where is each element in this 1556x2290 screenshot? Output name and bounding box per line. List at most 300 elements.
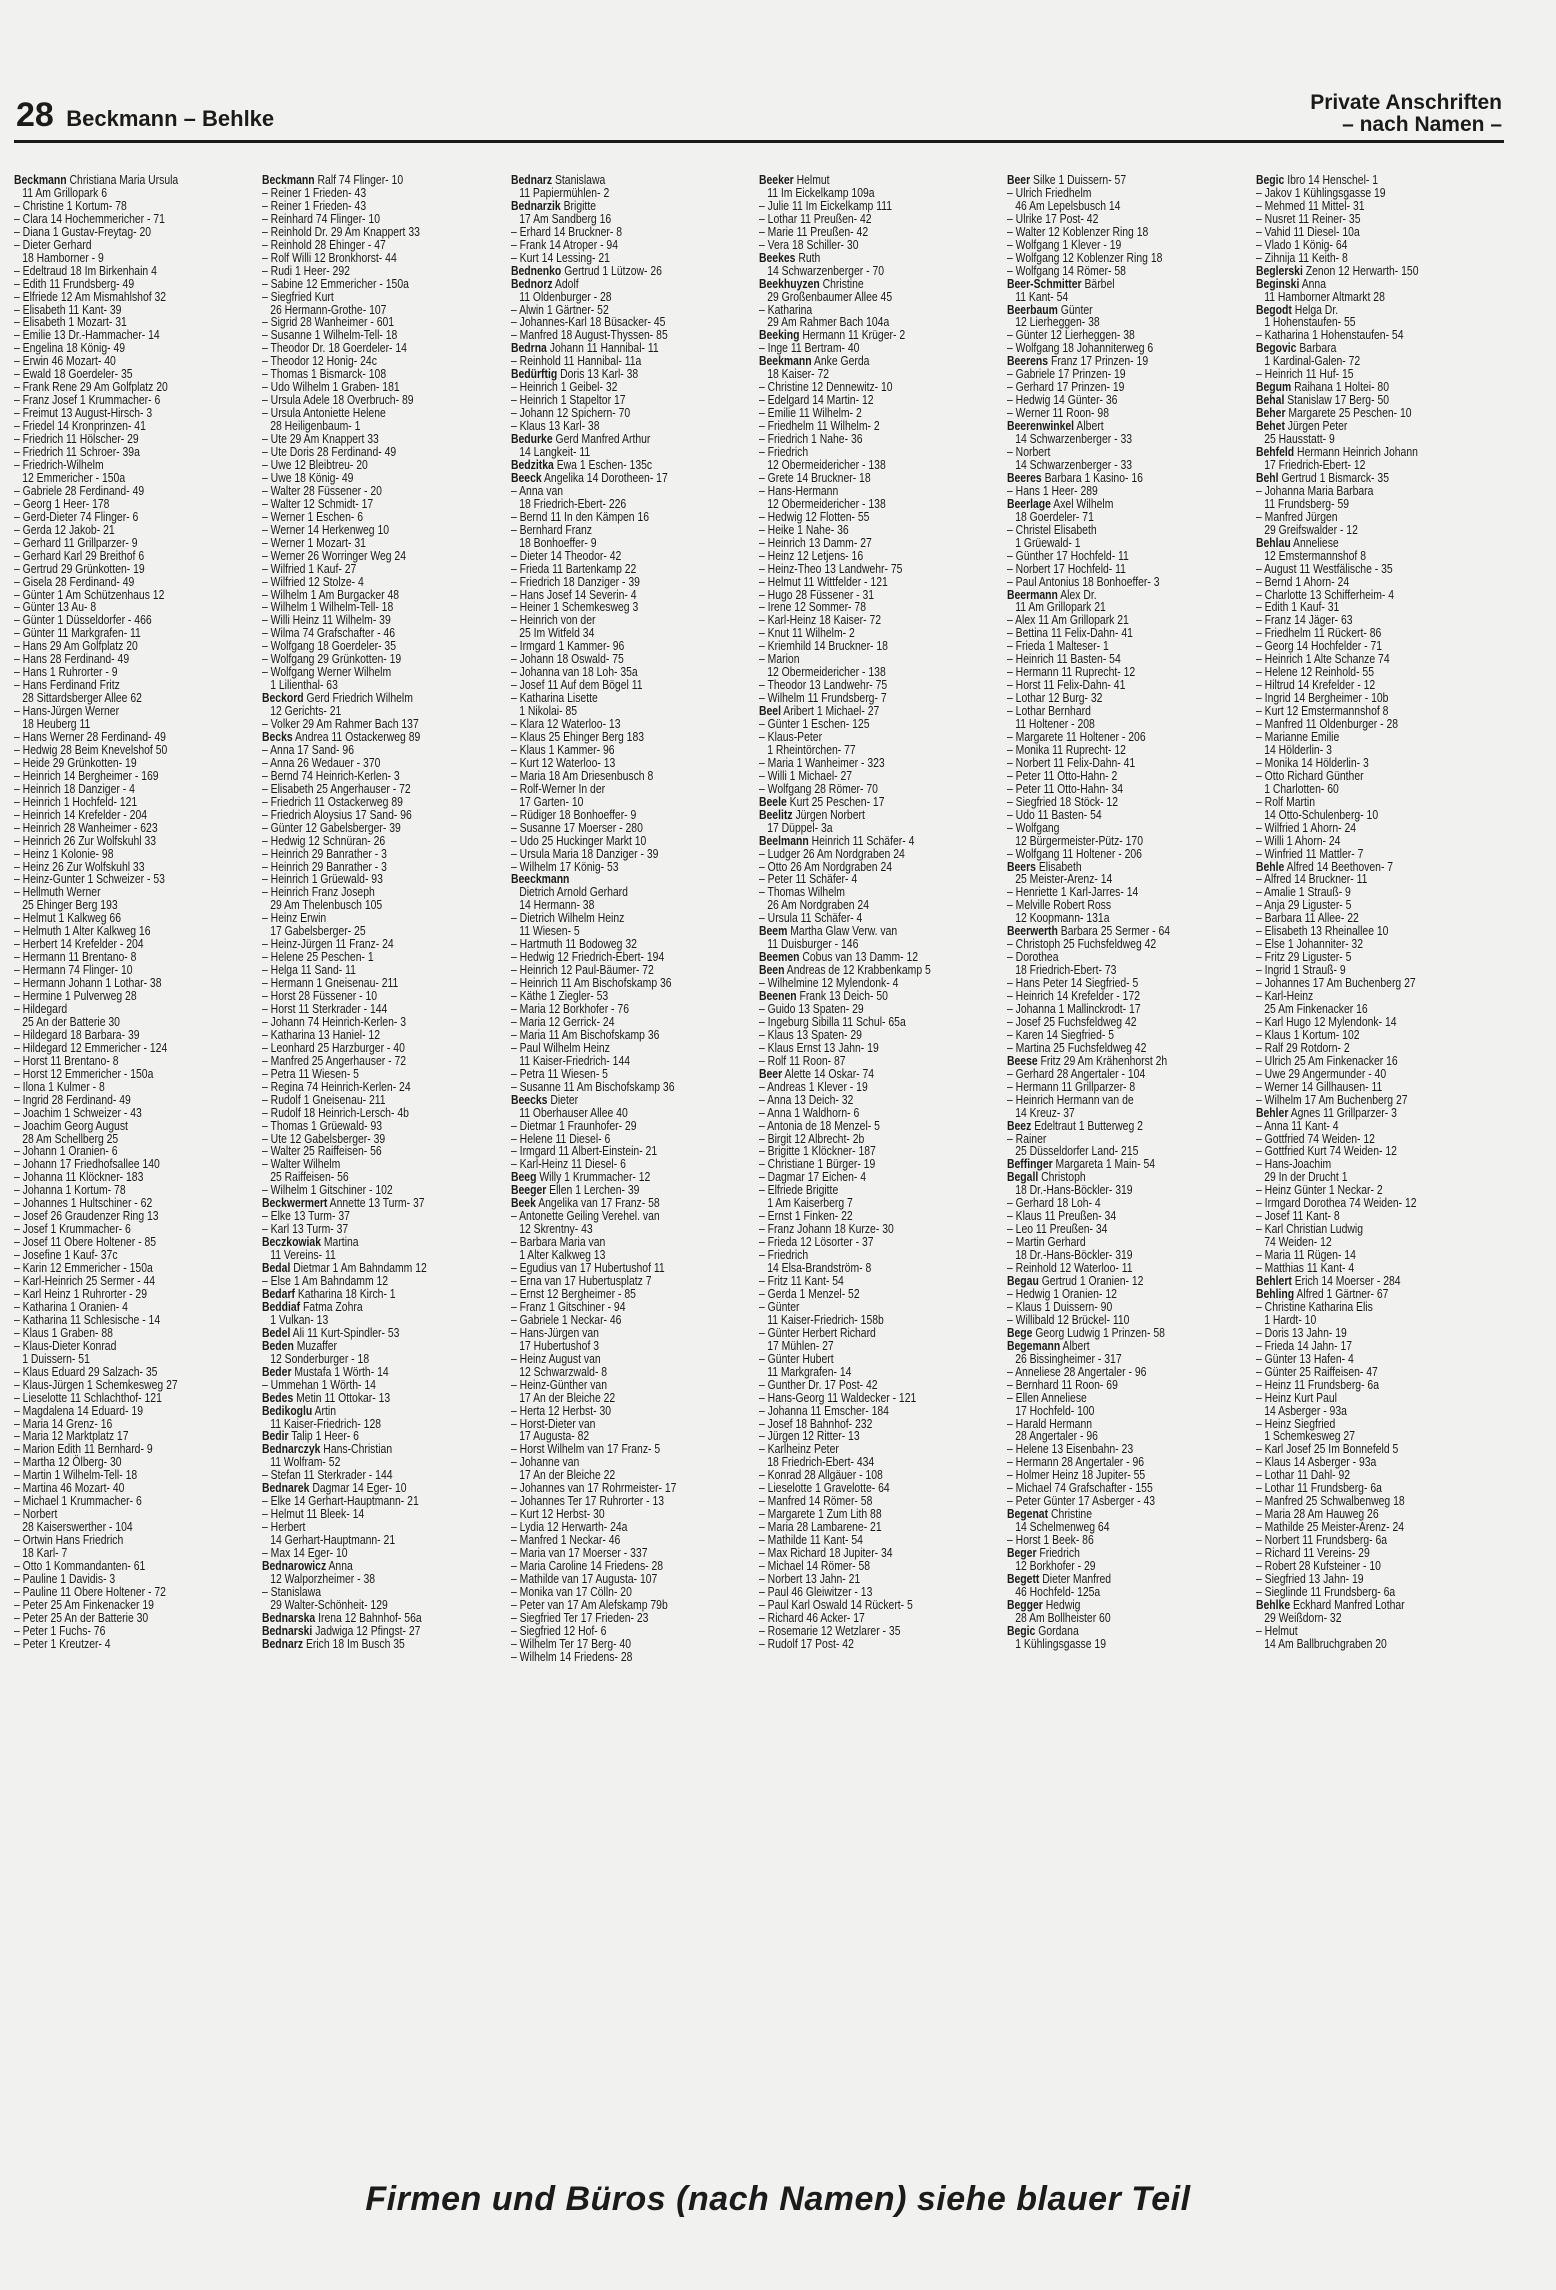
entry-text: Hellmuth Werner bbox=[22, 885, 101, 900]
entry-text: Udo 25 Huckinger Markt 10 bbox=[519, 833, 646, 848]
surname: Begenat bbox=[1007, 1507, 1049, 1522]
entry-text: Sieglinde 11 Frundsberg- 6a bbox=[1264, 1584, 1395, 1599]
entry-text: Christine 12 Dennewitz- 10 bbox=[767, 380, 893, 395]
entry-text: Wilhelm 11 Frundsberg- 7 bbox=[767, 691, 887, 706]
entry-text: 1 Alter Kalkweg 13 bbox=[518, 1248, 606, 1263]
surname: Begic bbox=[1255, 174, 1284, 187]
surname: Beeking bbox=[758, 328, 800, 343]
entry-text: Karl-Heinz 18 Kaiser- 72 bbox=[767, 613, 882, 628]
surname: Beden bbox=[262, 1338, 295, 1353]
entry-text: Peter 11 Otto-Hahn- 2 bbox=[1015, 768, 1118, 783]
entry-text: Hermann Heinrich Johann bbox=[1296, 445, 1418, 460]
surname: Behet bbox=[1255, 419, 1285, 434]
entry-text: Wilhelm 1 Gitschiner - 102 bbox=[271, 1183, 394, 1198]
entry-text: 18 Hamborner - 9 bbox=[22, 250, 104, 265]
entry-text: Ellen 1 Lerchen- 39 bbox=[548, 1183, 640, 1198]
entry-text: Alex Dr. bbox=[1060, 587, 1097, 602]
surname: Beele bbox=[758, 794, 787, 809]
entry-text: Klara 12 Waterloo- 13 bbox=[519, 717, 621, 732]
entry-text: 26 Hermann-Grothe- 107 bbox=[270, 302, 387, 317]
entry-text: Dagmar 17 Eichen- 4 bbox=[767, 1170, 866, 1185]
entry-text: Bettina 11 Felix-Dahn- 41 bbox=[1015, 626, 1134, 641]
entry-text: Wolfgang 18 Goerdeler- 35 bbox=[271, 639, 397, 654]
entry-text: Otto 26 Am Nordgraben 24 bbox=[767, 859, 893, 874]
entry-text: Thomas 1 Grüewald- 93 bbox=[270, 1118, 383, 1133]
entry-text: Mathilde 11 Kant- 54 bbox=[767, 1533, 863, 1548]
entry-text: 17 Gabelsberger- 25 bbox=[270, 924, 366, 939]
entry-text: Martin Gerhard bbox=[1015, 1235, 1086, 1250]
entry-text: Mathilde van 17 Augusta- 107 bbox=[519, 1571, 658, 1586]
entry-text: Uwe 29 Angermunder - 40 bbox=[1264, 1066, 1386, 1081]
entry-text: Klaus 11 Preußen- 34 bbox=[1015, 1209, 1117, 1224]
surname: Behle bbox=[1255, 859, 1284, 874]
entry-text: Susanne 17 Moerser - 280 bbox=[519, 820, 643, 835]
entry-text: Günther 17 Hochfeld- 11 bbox=[1015, 548, 1130, 563]
entry-text: Rolf-Werner In der bbox=[519, 781, 605, 796]
surname: Behfeld bbox=[1255, 445, 1294, 460]
entry-text: 12 Bürgermeister-Pütz- 170 bbox=[1015, 833, 1144, 848]
entry-text: Richard 11 Vereins- 29 bbox=[1264, 1546, 1370, 1561]
entry-text: Helene 25 Peschen- 1 bbox=[271, 950, 374, 965]
entry-text: Nusret 11 Reiner- 35 bbox=[1264, 211, 1361, 226]
entry-text: Günter bbox=[767, 1299, 800, 1314]
entry-text: Anna bbox=[328, 1558, 354, 1573]
surname: Begger bbox=[1007, 1597, 1044, 1612]
entry-text: Erwin 46 Mozart- 40 bbox=[22, 354, 116, 369]
entry-text: 14 Asberger - 93a bbox=[1263, 1403, 1347, 1418]
entry-text: Hermann 11 Ruprecht- 12 bbox=[1015, 665, 1136, 680]
entry-text: Klaus Ernst 13 Jahn- 19 bbox=[767, 1040, 879, 1055]
entry-text: Werner 1 Eschen- 6 bbox=[271, 509, 364, 524]
entry-text: Maria 28 Am Hauweg 26 bbox=[1264, 1507, 1379, 1522]
entry-text: Wolfgang 12 Koblenzer Ring 18 bbox=[1015, 250, 1163, 265]
surname: Begodt bbox=[1255, 302, 1292, 317]
surname: Beecks bbox=[510, 1092, 548, 1107]
entry-text: Franz 14 Jäger- 63 bbox=[1264, 613, 1353, 628]
entry-text: Johanna Maria Barbara bbox=[1264, 483, 1374, 498]
footer-note: Firmen und Büros (nach Namen) siehe blauer Teil bbox=[365, 2180, 1191, 2218]
surname: Bedurke bbox=[510, 432, 553, 447]
entry-text: 11 Papiermühlen- 2 bbox=[518, 185, 609, 200]
entry-text: Wilhelm 17 König- 53 bbox=[519, 859, 619, 874]
entry-text: Friedhelm 11 Rückert- 86 bbox=[1264, 626, 1381, 641]
entry-text: Franz 1 Gitschiner - 94 bbox=[519, 1299, 626, 1314]
entry-text: Jürgen Norbert bbox=[795, 807, 865, 822]
entry-text: Ursula Antoniette Helene bbox=[271, 406, 387, 421]
entry-text: Stanislawa bbox=[271, 1584, 322, 1599]
entry-text: 11 Wiesen- 5 bbox=[518, 924, 580, 939]
entry-text: Günter 13 Hafen- 4 bbox=[1264, 1351, 1354, 1366]
entry-text: Hans Josef 14 Severin- 4 bbox=[519, 587, 637, 602]
entry-text: 25 Hausstatt- 9 bbox=[1263, 432, 1335, 447]
entry-text: Mathilde 25 Meister-Arenz- 24 bbox=[1264, 1520, 1404, 1535]
entry-text: 11 Duisburger - 146 bbox=[767, 937, 859, 952]
entry-text: 14 Kreuz- 37 bbox=[1015, 1105, 1076, 1120]
entry-text: 11 Vereins- 11 bbox=[270, 1248, 337, 1263]
entry-text: Birgit 12 Albrecht- 2b bbox=[767, 1131, 865, 1146]
entry-text: Hans-Jürgen Werner bbox=[22, 704, 120, 719]
entry-text: Hans 1 Ruhrorter - 9 bbox=[22, 665, 118, 680]
entry-text: Gerhard 28 Angertaler - 104 bbox=[1015, 1066, 1146, 1081]
entry-text: Wilfried 12 Stolze- 4 bbox=[271, 574, 365, 589]
entry-text: Willi 1 Ahorn- 24 bbox=[1264, 833, 1341, 848]
surname: Beelitz bbox=[758, 807, 793, 822]
entry-text: Maria 12 Marktplatz 17 bbox=[22, 1429, 129, 1444]
entry-text: 28 Am Bollheister 60 bbox=[1015, 1610, 1111, 1625]
surname: Bedal bbox=[262, 1261, 291, 1276]
entry-text: Hans Ferdinand Fritz bbox=[22, 678, 120, 693]
entry-text: Frieda 1 Malteser- 1 bbox=[1015, 639, 1110, 654]
entry-text: Klaus 1 Kortum- 102 bbox=[1264, 1027, 1360, 1042]
entry-text: Richard 46 Acker- 17 bbox=[767, 1610, 865, 1625]
entry-text: Horst 1 Beek- 86 bbox=[1015, 1533, 1095, 1548]
entry-text: Dieter 14 Theodor- 42 bbox=[519, 548, 621, 563]
entry-text: Friedel 14 Kronprinzen- 41 bbox=[22, 419, 146, 434]
entry-text: Barbara 1 Kasino- 16 bbox=[1044, 470, 1144, 485]
entry-text: Thomas 1 Bismarck- 108 bbox=[270, 367, 387, 382]
entry-text: Wolfgang 1 Klever - 19 bbox=[1015, 237, 1122, 252]
entry-text: Edelgard 14 Martin- 12 bbox=[767, 393, 874, 408]
entry-text: Barbara 11 Allee- 22 bbox=[1264, 911, 1359, 926]
entry-text: Else 1 Am Bahndamm 12 bbox=[271, 1274, 389, 1289]
entry-text: 26 Am Nordgraben 24 bbox=[767, 898, 869, 913]
entry-text: Günter Herbert Richard bbox=[767, 1325, 876, 1340]
entry-text: Martina 25 Fuchsfeldweg 42 bbox=[1015, 1040, 1147, 1055]
entry-text: Helene 11 Diesel- 6 bbox=[519, 1131, 610, 1146]
entry-text: Heinrich 1 Alte Schanze 74 bbox=[1264, 652, 1390, 667]
entry-text: 1 Rheintörchen- 77 bbox=[767, 742, 856, 757]
entry-text: Katharina 13 Haniel- 12 bbox=[271, 1027, 381, 1042]
entry-text: Ingrid 28 Ferdinand- 49 bbox=[22, 1092, 131, 1107]
entry-text: Anna bbox=[1301, 276, 1326, 291]
entry-text: Willibald 12 Brückel- 110 bbox=[1015, 1312, 1130, 1327]
entry-text: Elisabeth bbox=[1039, 859, 1082, 874]
entry-text: Willi Heinz 11 Wilhelm- 39 bbox=[271, 613, 392, 628]
entry-text: Margarete 25 Peschen- 10 bbox=[1288, 406, 1412, 421]
entry-text: Karl-Heinz bbox=[1264, 989, 1313, 1004]
surname: Bednarowicz bbox=[262, 1558, 327, 1573]
entry-text: 1 Vulkan- 13 bbox=[270, 1312, 329, 1327]
entry-text: 28 Kaiserswerther - 104 bbox=[22, 1520, 133, 1535]
entry-text: 11 Im Eickelkamp 109a bbox=[767, 185, 875, 200]
entry-text: 14 Otto-Schulenberg- 10 bbox=[1263, 807, 1378, 822]
entry-text: Harald Hermann bbox=[1015, 1416, 1093, 1431]
entry-text: Heinrich 29 Banrather - 3 bbox=[271, 846, 388, 861]
entry-text: Johannes 17 Am Buchenberg 27 bbox=[1264, 976, 1416, 991]
entry-text: Helmuth 1 Alter Kalkweg 16 bbox=[22, 924, 151, 939]
entry-text: 17 Am Sandberg 16 bbox=[518, 211, 611, 226]
entry-text: Ingrid 1 Strauß- 9 bbox=[1264, 963, 1346, 978]
entry-text: Hedwig 12 Flotten- 55 bbox=[767, 509, 870, 524]
entry-text: Otto Richard Günther bbox=[1264, 768, 1364, 783]
entry-text: Johann 11 Hannibal- 11 bbox=[549, 341, 659, 356]
entry-text: Irmgard 11 Albert-Einstein- 21 bbox=[519, 1144, 657, 1159]
listing-entry bbox=[1007, 848, 1207, 861]
entry-text: Josef 11 Kant- 8 bbox=[1264, 1209, 1340, 1224]
entry-text: Walter 25 Raiffeisen- 56 bbox=[271, 1144, 383, 1159]
entry-text: Uwe 18 König- 49 bbox=[271, 470, 354, 485]
entry-text: Winfried 11 Mattler- 7 bbox=[1264, 846, 1364, 861]
entry-text: Hedwig 28 Beim Knevelshof 50 bbox=[22, 742, 168, 757]
entry-text: Karl Heinz 1 Ruhrorter - 29 bbox=[22, 1286, 148, 1301]
entry-text: 12 Obermeidericher - 138 bbox=[767, 496, 886, 511]
surname: Beger bbox=[1007, 1546, 1037, 1561]
entry-text: Werner 14 Herkenweg 10 bbox=[271, 522, 390, 537]
entry-text: Fritz 29 Am Krähenhorst 2h bbox=[1040, 1053, 1168, 1068]
entry-text: 28 Sittardsberger Allee 62 bbox=[22, 691, 142, 706]
entry-text: Heinrich 1 Grüewald- 93 bbox=[271, 872, 384, 887]
entry-text: 28 Angertaler - 96 bbox=[1015, 1429, 1099, 1444]
surname: Bednarzik bbox=[510, 198, 561, 213]
entry-text: Herbert 14 Krefelder - 204 bbox=[22, 937, 144, 952]
entry-text: Matthias 11 Kant- 4 bbox=[1264, 1261, 1354, 1276]
entry-text: Rolf 11 Roon- 87 bbox=[767, 1053, 846, 1068]
entry-text: Anna 17 Sand- 96 bbox=[270, 742, 355, 757]
entry-text: Holmer Heinz 18 Jupiter- 55 bbox=[1015, 1468, 1146, 1483]
entry-text: Dorothea bbox=[1015, 950, 1059, 965]
entry-text: Johanna van 18 Loh- 35a bbox=[519, 665, 638, 680]
entry-text: 11 Frundsberg- 59 bbox=[1263, 496, 1349, 511]
listing-column bbox=[511, 174, 715, 2164]
entry-text: 29 Weißdorn- 32 bbox=[1263, 1610, 1342, 1625]
entry-text: Konrad 28 Allgäuer - 108 bbox=[767, 1468, 883, 1483]
entry-text: Lothar 11 Dahl- 92 bbox=[1264, 1468, 1350, 1483]
entry-text: Günter 1 Eschen- 125 bbox=[767, 717, 870, 732]
entry-text: Helga 11 Sand- 11 bbox=[271, 963, 357, 978]
entry-text: Werner 26 Worringer Weg 24 bbox=[271, 548, 407, 563]
surname: Beem bbox=[758, 924, 788, 939]
entry-text: Heinrich 18 Danziger - 4 bbox=[22, 781, 135, 796]
entry-text: Reinhard 74 Flinger- 10 bbox=[271, 211, 381, 226]
surname: Beer-Schmitter bbox=[1007, 276, 1082, 291]
entry-text: Norbert bbox=[1015, 445, 1051, 460]
entry-text: Peter Günter 17 Asberger - 43 bbox=[1015, 1494, 1156, 1509]
entry-text: August 11 Westfälische - 35 bbox=[1263, 561, 1393, 576]
entry-text: Ernst 12 Bergheimer - 85 bbox=[519, 1286, 636, 1301]
surname: Behlert bbox=[1255, 1274, 1292, 1289]
entry-text: Horst 12 Emmericher - 150a bbox=[22, 1066, 154, 1081]
entry-text: 18 Dr.-Hans-Böckler- 319 bbox=[1015, 1248, 1133, 1263]
entry-text: Johann 12 Spichern- 70 bbox=[519, 406, 630, 421]
entry-text: Hedwig 12 Schnüran- 26 bbox=[271, 833, 386, 848]
entry-text: Siegfried Ter 17 Frieden- 23 bbox=[519, 1610, 649, 1625]
entry-text: Maria 11 Am Bischofskamp 36 bbox=[519, 1027, 660, 1042]
surname: Bednarczyk bbox=[262, 1442, 321, 1457]
surname: Beeger bbox=[510, 1183, 546, 1198]
entry-text: Karl Hugo 12 Mylendonk- 14 bbox=[1264, 1014, 1397, 1029]
entry-text: 18 Friedrich-Ebert- 73 bbox=[1015, 963, 1117, 978]
entry-text: Hildegard bbox=[22, 1002, 68, 1016]
entry-text: Ewald 18 Goerdeler- 35 bbox=[22, 367, 133, 382]
entry-text: Peter 25 Am Finkenacker 19 bbox=[22, 1597, 154, 1612]
entry-text: Peter 1 Fuchs- 76 bbox=[22, 1623, 106, 1638]
entry-text: Wilhelmine 12 Mylendonk- 4 bbox=[767, 976, 899, 991]
surname: Beddiaf bbox=[262, 1299, 301, 1314]
entry-text: Manfred 14 Römer- 58 bbox=[767, 1494, 873, 1509]
entry-text: 1 Hohenstaufen- 55 bbox=[1263, 315, 1356, 330]
entry-text: 25 Ehinger Berg 193 bbox=[22, 898, 118, 913]
entry-text: Christoph bbox=[1041, 1170, 1086, 1185]
entry-text: 12 Borkhofer - 29 bbox=[1015, 1558, 1096, 1573]
entry-text: Wilhelm 14 Friedens- 28 bbox=[519, 1649, 633, 1664]
entry-text: Andreas de 12 Krabbenkamp 5 bbox=[786, 963, 931, 978]
entry-text: Katharina 18 Kirch- 1 bbox=[298, 1286, 396, 1301]
entry-text: Lydia 12 Herwarth- 24a bbox=[519, 1520, 628, 1535]
entry-text: Kriemhild 14 Bruckner- 18 bbox=[767, 639, 888, 654]
entry-text: 17 Garten- 10 bbox=[518, 794, 584, 809]
entry-text: 17 Hubertushof 3 bbox=[518, 1338, 599, 1353]
entry-text: 17 Mühlen- 27 bbox=[767, 1338, 834, 1353]
surname: Bedel bbox=[262, 1325, 291, 1340]
entry-text: Ummehan 1 Wörth- 14 bbox=[271, 1377, 377, 1392]
entry-text: Walter 28 Füssener - 20 bbox=[271, 483, 383, 498]
entry-text: Heinz 1 Kolonie- 98 bbox=[22, 846, 114, 861]
entry-text: Gunther Dr. 17 Post- 42 bbox=[767, 1377, 878, 1392]
entry-text: 12 Emmericher - 150a bbox=[22, 470, 126, 485]
entry-text: Josefine 1 Kauf- 37c bbox=[22, 1248, 118, 1263]
surname: Bednarski bbox=[262, 1623, 313, 1638]
entry-text: Günter Hubert bbox=[767, 1351, 834, 1366]
entry-text: Fritz 11 Kant- 54 bbox=[767, 1274, 844, 1289]
surname: Beeker bbox=[758, 174, 794, 187]
entry-text: Hildegard 18 Barbara- 39 bbox=[22, 1027, 140, 1042]
entry-text: Zenon 12 Herwarth- 150 bbox=[1305, 263, 1419, 278]
entry-text: Norbert 11 Frundsberg- 6a bbox=[1264, 1533, 1387, 1548]
entry-text: Klaus 1 Kammer- 96 bbox=[519, 742, 615, 757]
entry-text: Heinrich 14 Krefelder - 172 bbox=[1015, 989, 1141, 1004]
entry-text: Johannes-Karl 18 Büsacker- 45 bbox=[519, 315, 666, 330]
entry-text: Friedrich-Wilhelm bbox=[22, 457, 104, 472]
entry-text: Hans Peter 14 Siegfried- 5 bbox=[1015, 976, 1139, 991]
surname: Behlke bbox=[1255, 1597, 1290, 1612]
surname: Bedrna bbox=[510, 341, 547, 356]
entry-text: Ingrid 14 Bergheimer - 10b bbox=[1264, 691, 1389, 706]
surname: Bednenko bbox=[510, 263, 561, 278]
entry-text: Friedrich Aloysius 17 Sand- 96 bbox=[271, 807, 413, 822]
entry-text: Günter 12 Gabelsberger- 39 bbox=[271, 820, 402, 835]
entry-text: Angelika 14 Dorotheen- 17 bbox=[543, 470, 668, 485]
entry-text: Maria 12 Borkhofer - 76 bbox=[519, 1002, 629, 1016]
surname: Beglerski bbox=[1255, 263, 1303, 278]
entry-text: Robert 28 Kufsteiner - 10 bbox=[1264, 1558, 1381, 1573]
entry-text: Johannes 1 Hultschiner - 62 bbox=[22, 1196, 153, 1211]
entry-text: Dieter bbox=[550, 1092, 578, 1107]
surname: Beerens bbox=[1007, 354, 1049, 369]
entry-text: Kurt 25 Peschen- 17 bbox=[789, 794, 885, 809]
entry-text: Ernst 1 Finken- 22 bbox=[767, 1209, 853, 1224]
entry-text: 11 Kaiser-Friedrich- 144 bbox=[518, 1053, 630, 1068]
entry-text: Johannes van 17 Rohrmeister- 17 bbox=[519, 1481, 677, 1496]
entry-text: Ellen Anneliese bbox=[1015, 1390, 1088, 1405]
listing-entry bbox=[14, 1638, 214, 1651]
entry-text: 1 Nikolai- 85 bbox=[518, 704, 577, 719]
entry-text: Siegfried 12 Hof- 6 bbox=[519, 1623, 607, 1638]
entry-text: Knut 11 Wilhelm- 2 bbox=[767, 626, 855, 641]
entry-text: Talip 1 Heer- 6 bbox=[291, 1429, 360, 1444]
entry-text: 25 Düsseldorfer Land- 215 bbox=[1015, 1144, 1139, 1159]
entry-text: Anna 13 Deich- 32 bbox=[767, 1092, 854, 1107]
entry-text: Hermann Johann 1 Lothar- 38 bbox=[22, 976, 162, 991]
entry-text: Heinrich 29 Banrather - 3 bbox=[271, 859, 388, 874]
entry-text: Reinhold 28 Ehinger - 47 bbox=[271, 237, 387, 252]
surname: Beer bbox=[1007, 174, 1031, 187]
entry-text: 14 Hölderlin- 3 bbox=[1263, 742, 1332, 757]
entry-text: Anke Gerda bbox=[813, 354, 870, 369]
entry-text: Hans 29 Am Golfplatz 20 bbox=[22, 639, 138, 654]
entry-text: Christine bbox=[822, 276, 864, 291]
entry-text: Hans-Jürgen van bbox=[519, 1325, 599, 1340]
entry-text: Heinz-Jürgen 11 Franz- 24 bbox=[271, 937, 395, 952]
entry-text: Ibro 14 Henschel- 1 bbox=[1286, 174, 1378, 187]
entry-text: Wolfgang 28 Römer- 70 bbox=[767, 781, 878, 796]
entry-text: Johann 74 Heinrich-Kerlen- 3 bbox=[271, 1014, 407, 1029]
entry-text: Inge 11 Bertram- 40 bbox=[767, 341, 860, 356]
entry-text: Ulrike 17 Post- 42 bbox=[1015, 211, 1099, 226]
entry-text: Heinrich von der bbox=[519, 613, 596, 628]
listing-column bbox=[1256, 174, 1460, 2164]
entry-text: 18 Bonhoeffer- 9 bbox=[518, 535, 597, 550]
entry-text: Dietmar 1 Fraunhofer- 29 bbox=[519, 1118, 637, 1133]
entry-text: 12 Sonderburger - 18 bbox=[270, 1351, 370, 1366]
entry-text: Rüdiger 18 Bonhoeffer- 9 bbox=[519, 807, 636, 822]
entry-text: Helmut bbox=[796, 174, 830, 187]
entry-text: Pauline 11 Obere Holtener - 72 bbox=[22, 1584, 166, 1599]
entry-text: Rudi 1 Heer- 292 bbox=[271, 263, 351, 278]
entry-text: Irena 12 Bahnhof- 56a bbox=[318, 1610, 422, 1625]
entry-text: Gertrud 1 Bismarck- 35 bbox=[1281, 470, 1389, 485]
entry-text: Amalie 1 Strauß- 9 bbox=[1263, 885, 1351, 900]
entry-text: Walter 12 Schmidt- 17 bbox=[271, 496, 374, 511]
entry-text: Cobus van 13 Damm- 12 bbox=[802, 950, 919, 965]
entry-text: Henriette 1 Karl-Jarres- 14 bbox=[1015, 885, 1139, 900]
entry-text: Martha Glaw Verw. van bbox=[790, 924, 898, 939]
entry-text: Wilhelm 17 Am Buchenberg 27 bbox=[1264, 1092, 1408, 1107]
entry-text: Heinrich 11 Basten- 54 bbox=[1015, 652, 1122, 667]
surname: Beez bbox=[1007, 1118, 1032, 1133]
entry-text: Hermann 1 Gneisenau- 211 bbox=[271, 976, 399, 991]
listing-columns bbox=[14, 174, 1504, 2164]
entry-text: Gerda 1 Menzel- 52 bbox=[767, 1286, 860, 1301]
surname: Beelmann bbox=[758, 833, 809, 848]
entry-text: Norbert 11 Felix-Dahn- 41 bbox=[1015, 755, 1136, 770]
entry-text: Emilie 11 Wilhelm- 2 bbox=[767, 406, 862, 421]
entry-text: Reinhold 12 Waterloo- 11 bbox=[1015, 1261, 1133, 1276]
entry-text: Max 14 Eger- 10 bbox=[271, 1546, 348, 1561]
entry-text: Rainer bbox=[1015, 1131, 1047, 1146]
entry-text: Rosemarie 12 Wetzlarer - 35 bbox=[767, 1623, 901, 1638]
entry-text: Christine 1 Kortum- 78 bbox=[22, 198, 127, 213]
entry-text: Manfred 11 Oldenburger - 28 bbox=[1264, 717, 1398, 732]
entry-text: Josef 1 Krummacher- 6 bbox=[22, 1222, 131, 1237]
entry-text: Maria 28 Lambarene- 21 bbox=[767, 1520, 882, 1535]
entry-text: Michael 74 Grafschafter - 155 bbox=[1015, 1481, 1154, 1496]
page-number: 28 bbox=[16, 96, 54, 134]
entry-text: Karl Christian Ludwig bbox=[1264, 1222, 1363, 1237]
entry-text: Wilhelm 1 Am Burgacker 48 bbox=[271, 587, 400, 602]
surname: Begall bbox=[1007, 1170, 1039, 1185]
entry-text: Alex 11 Am Grillopark 21 bbox=[1015, 613, 1130, 628]
surname: Behlau bbox=[1255, 535, 1291, 550]
entry-text: 1 Am Kaiserberg 7 bbox=[767, 1196, 853, 1211]
entry-text: Katharina 1 Oranien- 4 bbox=[22, 1299, 128, 1314]
entry-text: Karlheinz Peter bbox=[767, 1442, 839, 1457]
entry-text: Friedrich 11 Schroer- 39a bbox=[22, 445, 140, 460]
entry-text: Günter 1 Düsseldorfer - 466 bbox=[22, 613, 152, 628]
entry-text: Hans-Hermann bbox=[767, 483, 839, 498]
entry-text: Udo 11 Basten- 54 bbox=[1015, 807, 1102, 822]
entry-text: Horst 28 Füssener - 10 bbox=[271, 989, 378, 1004]
entry-text: Barbara 25 Sermer - 64 bbox=[1061, 924, 1171, 939]
